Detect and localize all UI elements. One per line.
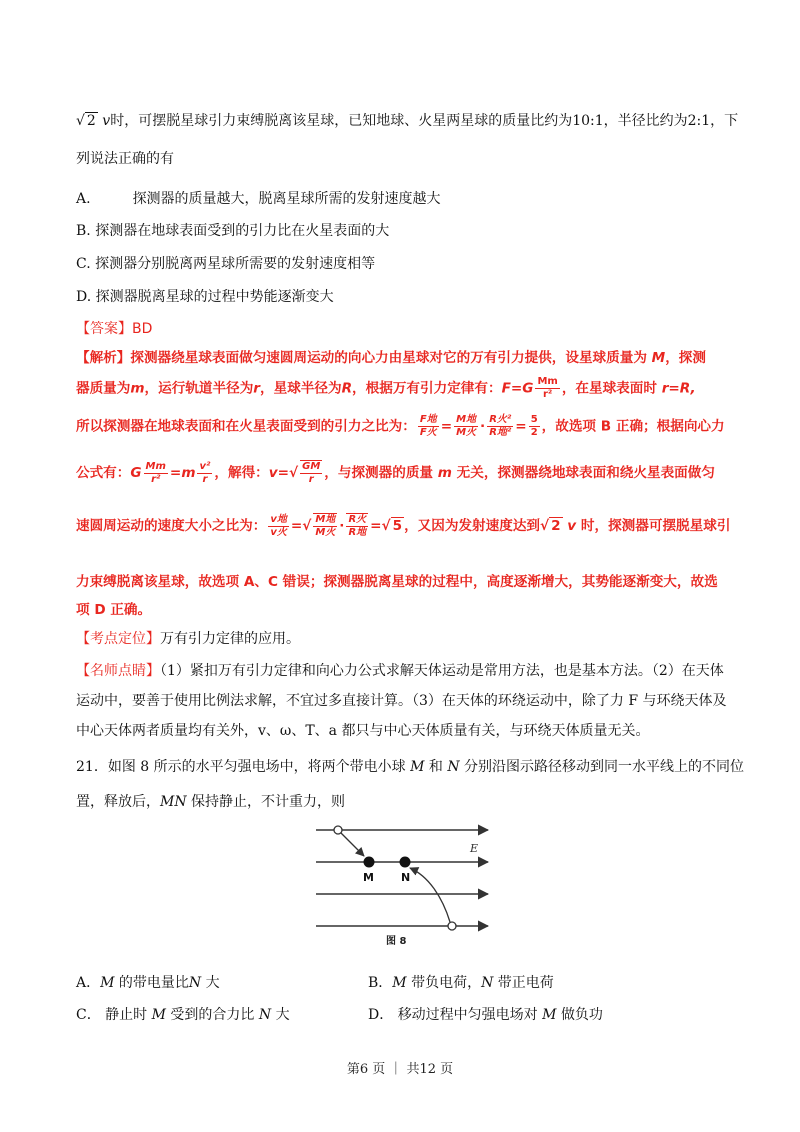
sqrt-value: 2	[86, 113, 96, 129]
fraction-numerator: F地	[419, 414, 437, 425]
answer-label: 【答案】	[76, 321, 132, 337]
symbol-MN: MN	[160, 794, 187, 810]
q21-option-c	[76, 1004, 290, 1024]
intro-text: 时，可摆脱星球引力束缚脱离该星球，已知地球、火星两星球的质量比约为10:1，半径比约为2:1，下	[110, 113, 739, 129]
fraction-denominator: v火	[270, 526, 287, 538]
symbol-M: M	[542, 1007, 557, 1023]
option-b	[76, 220, 389, 240]
fraction-numerator: GM	[302, 461, 321, 472]
option-label: A．	[76, 975, 101, 991]
question-text: 分别沿图示路径移动到同一水平线上的不同位	[464, 759, 745, 775]
figure-caption: 图 8	[386, 936, 407, 947]
question-text: 和	[428, 759, 443, 775]
kaodian-text: 万有引力定律的应用。	[160, 631, 300, 647]
answer-value: BD	[132, 321, 153, 337]
analysis-text: 无关，探测器绕地球表面和绕火星表面做匀	[456, 465, 715, 481]
path-N	[410, 868, 450, 922]
intro-line-1	[76, 110, 738, 130]
option-label: A.	[76, 191, 91, 207]
question-text: 21．如图 8 所示的水平匀强电场中，将两个带电小球	[76, 759, 406, 775]
analysis-text: 探测器绕星球表面做匀速圆周运动的向心力由星球对它的万有引力提供，设星球质量为	[130, 350, 647, 366]
option-a	[76, 188, 441, 208]
mingshi-line-1	[76, 660, 724, 680]
option-d	[76, 286, 334, 306]
symbol-r: r	[253, 380, 261, 397]
fraction-denominator: 2	[530, 427, 538, 438]
option-text: 静止时	[105, 1007, 148, 1023]
fraction-Mm-r2	[535, 376, 559, 401]
fraction-numerator: Mm	[537, 376, 558, 387]
symbol-R: R	[341, 380, 353, 397]
fraction-denominator: R地	[348, 527, 367, 538]
analysis-text: 器质量为	[76, 380, 131, 397]
kaodian-label: 【考点定位】	[76, 631, 160, 647]
mingshi-label: 【名师点睛】	[76, 663, 160, 679]
option-text: 做负功	[560, 1007, 603, 1023]
condition-r-eq-R: r=R,	[661, 380, 696, 397]
q21-option-d	[368, 1004, 603, 1024]
field-label-E: E	[470, 842, 479, 855]
analysis-text: ，解得：	[214, 465, 269, 481]
symbol-G: G	[130, 465, 142, 481]
fraction-numerator: Mm	[145, 460, 166, 472]
symbol-M: M	[651, 350, 666, 366]
option-text: 的带电量比	[118, 975, 189, 991]
question-text: 置，释放后，	[76, 794, 160, 810]
fraction-denominator: M火	[315, 527, 336, 538]
intro-line-2: 列说法正确的有	[76, 151, 174, 167]
analysis-label: 【解析】	[76, 350, 131, 366]
option-text: 探测器分别脱离两星球所需要的发射速度相等	[95, 256, 376, 272]
analysis-text: ，星球半径为	[260, 380, 342, 397]
analysis-line-4: 公式有：G $\frac{Mm}{\text{r²}}$ =m $\frac{\text{v²}}{r}$ ，解得：v=√ $\frac{GM}{r}$ ，与探测器的质量 m 无关，探测器绕地球表面和绕火星表面做匀	[76, 460, 715, 485]
option-text: 移动过程中匀强电场对	[397, 1007, 538, 1023]
fraction-v-ratio	[268, 514, 289, 539]
analysis-text: 所以探测器在地球表面和在火星表面受到的引力之比为：	[76, 418, 416, 435]
fraction-denominator: r	[202, 473, 208, 485]
option-text: 大	[205, 975, 220, 991]
fraction-numerator: M地	[315, 514, 336, 525]
label-N: N	[401, 871, 411, 884]
option-label: C．	[76, 1007, 101, 1023]
option-text: 带负电荷，	[411, 975, 482, 991]
option-label: B.	[76, 223, 91, 239]
option-label: D．	[368, 1007, 394, 1023]
fraction-denominator: F火	[419, 427, 437, 438]
fraction-numerator: R火	[348, 514, 367, 525]
fraction-5-over-2	[529, 414, 540, 439]
symbol-v: v	[567, 518, 577, 534]
fraction-R-ratio	[487, 414, 513, 439]
figure-8	[312, 818, 494, 948]
option-text: 带正电荷	[497, 975, 554, 991]
path-M	[341, 833, 364, 856]
analysis-text: ，探测	[665, 350, 706, 366]
question-text: 保持静止，不计重力，则	[191, 794, 346, 810]
fraction-denominator: r²	[151, 473, 161, 485]
fraction-numerator: M地	[456, 414, 477, 425]
symbol-F: F	[501, 380, 511, 397]
analysis-text: 公式有：	[76, 465, 131, 481]
symbol-m: m	[181, 465, 196, 481]
fraction-denominator: R地²	[489, 427, 512, 438]
option-text: 受到的合力比	[170, 1007, 255, 1023]
symbol-N: N	[447, 759, 460, 775]
symbol-N: N	[188, 975, 202, 991]
start-point-N	[448, 922, 456, 930]
field-diagram	[312, 818, 494, 948]
symbol-m: m	[130, 380, 145, 397]
analysis-line-1	[76, 346, 706, 366]
analysis-text: ，根据万有引力定律有：	[352, 380, 502, 397]
analysis-text: 速圆周运动的速度大小之比为：	[76, 518, 267, 534]
analysis-text: ，在星球表面时	[561, 380, 657, 397]
fraction-denominator: r	[308, 474, 314, 485]
symbol-N: N	[258, 1007, 272, 1023]
fraction-v2-r	[197, 461, 212, 486]
q21-option-b	[368, 972, 554, 992]
sqrt-symbol: √	[76, 113, 85, 129]
mingshi-line-2: 运动中，要善于使用比例法求解，不宜过多直接计算。（3）在天体的环绕运动中，除了力 F 与环绕天体及	[76, 693, 727, 709]
fraction-denominator: r²	[542, 389, 553, 400]
analysis-line-3: 所以探测器在地球表面和在火星表面受到的引力之比为： $\frac{\text{F地}}{\text{F火}}$ = $\frac{\text{M地}}{\text{M火}}$ · $\frac{\text{R火²}}{\text{R地²}}$ = $\frac{5}{2}$ ，故选项 B 正确；根据向心力	[76, 414, 725, 438]
analysis-text: 时，探测器可摆脱星球引	[580, 518, 731, 534]
symbol-M: M	[410, 759, 425, 775]
answer-line	[76, 318, 152, 338]
sqrt-M-ratio	[313, 513, 337, 539]
fraction-numerator: v²	[199, 460, 211, 472]
option-text: 大	[275, 1007, 290, 1023]
option-label: C.	[76, 256, 91, 272]
fraction-Mm-r2	[144, 461, 168, 486]
analysis-line-6: 力束缚脱离该星球，故选项 A、C 错误；探测器脱离星球的过程中，高度逐渐增大，其势能逐渐变大，故选	[76, 574, 718, 590]
sqrt-R-ratio	[346, 513, 368, 539]
symbol-v: v	[268, 465, 278, 481]
option-text: 探测器脱离星球的过程中势能逐渐变大	[95, 289, 334, 305]
option-c	[76, 253, 375, 273]
q21-option-a	[76, 972, 220, 992]
ball-N	[400, 857, 411, 868]
analysis-line-5: 速圆周运动的速度大小之比为： $\frac{\text{v地}}{\text{v火}}$ =√ $\frac{\text{M地}}{\text{M火}}$ · $\frac{\text{R火}}{\text{R地}}$ =√ 5 ，又因为发射速度达到√ 2 v 时，探测器可摆脱星球引	[76, 513, 731, 538]
symbol-m: m	[437, 465, 452, 481]
sqrt-GM-r	[300, 460, 322, 486]
option-label: B．	[368, 975, 393, 991]
option-text: 探测器的质量越大，脱离星球所需的发射速度越大	[132, 191, 441, 207]
sqrt-5: 5	[392, 518, 403, 534]
symbol-N: N	[481, 975, 494, 991]
symbol-M: M	[100, 975, 115, 991]
question-21-line-2	[76, 791, 345, 811]
analysis-line-7: 项 D 正确。	[76, 602, 152, 618]
option-label: D.	[76, 289, 92, 305]
sqrt-2: 2	[551, 518, 561, 534]
ball-M	[364, 857, 375, 868]
kaodian-line	[76, 628, 300, 648]
fraction-F-ratio	[418, 414, 439, 439]
mingshi-line-3: 中心天体两者质量均有关外，v、ω、T、a 都只与中心天体质量有关，与环绕天体质量无关。	[76, 723, 650, 739]
fraction-M-ratio	[454, 414, 478, 439]
analysis-text: ，与探测器的质量	[324, 465, 434, 481]
analysis-text: ，又因为发射速度达到	[404, 518, 541, 534]
symbol-M: M	[392, 975, 407, 991]
analysis-line-2	[76, 376, 696, 401]
option-text: 探测器在地球表面受到的引力比在火星表面的大	[95, 223, 390, 239]
analysis-text: ，故选项 B 正确；根据向心力	[541, 418, 725, 435]
symbol-M: M	[151, 1007, 166, 1023]
analysis-text: ，运行轨道半径为	[144, 380, 254, 397]
start-point-M	[334, 826, 342, 834]
page-footer: 第6 页 ｜ 共12 页	[346, 1062, 454, 1077]
fraction-numerator: R火²	[489, 414, 512, 425]
equals-sign: =	[510, 380, 523, 397]
symbol-G: G	[522, 380, 534, 397]
label-M: M	[363, 871, 374, 884]
mingshi-text: （1）紧扣万有引力定律和向心力公式求解天体运动是常用方法，也是基本方法。（2）在天体	[160, 663, 724, 679]
velocity-symbol: v	[102, 113, 111, 129]
question-21-line-1	[76, 756, 744, 776]
fraction-numerator: 5	[530, 414, 538, 425]
fraction-numerator: v地	[270, 513, 287, 525]
fraction-denominator: M火	[456, 427, 477, 438]
